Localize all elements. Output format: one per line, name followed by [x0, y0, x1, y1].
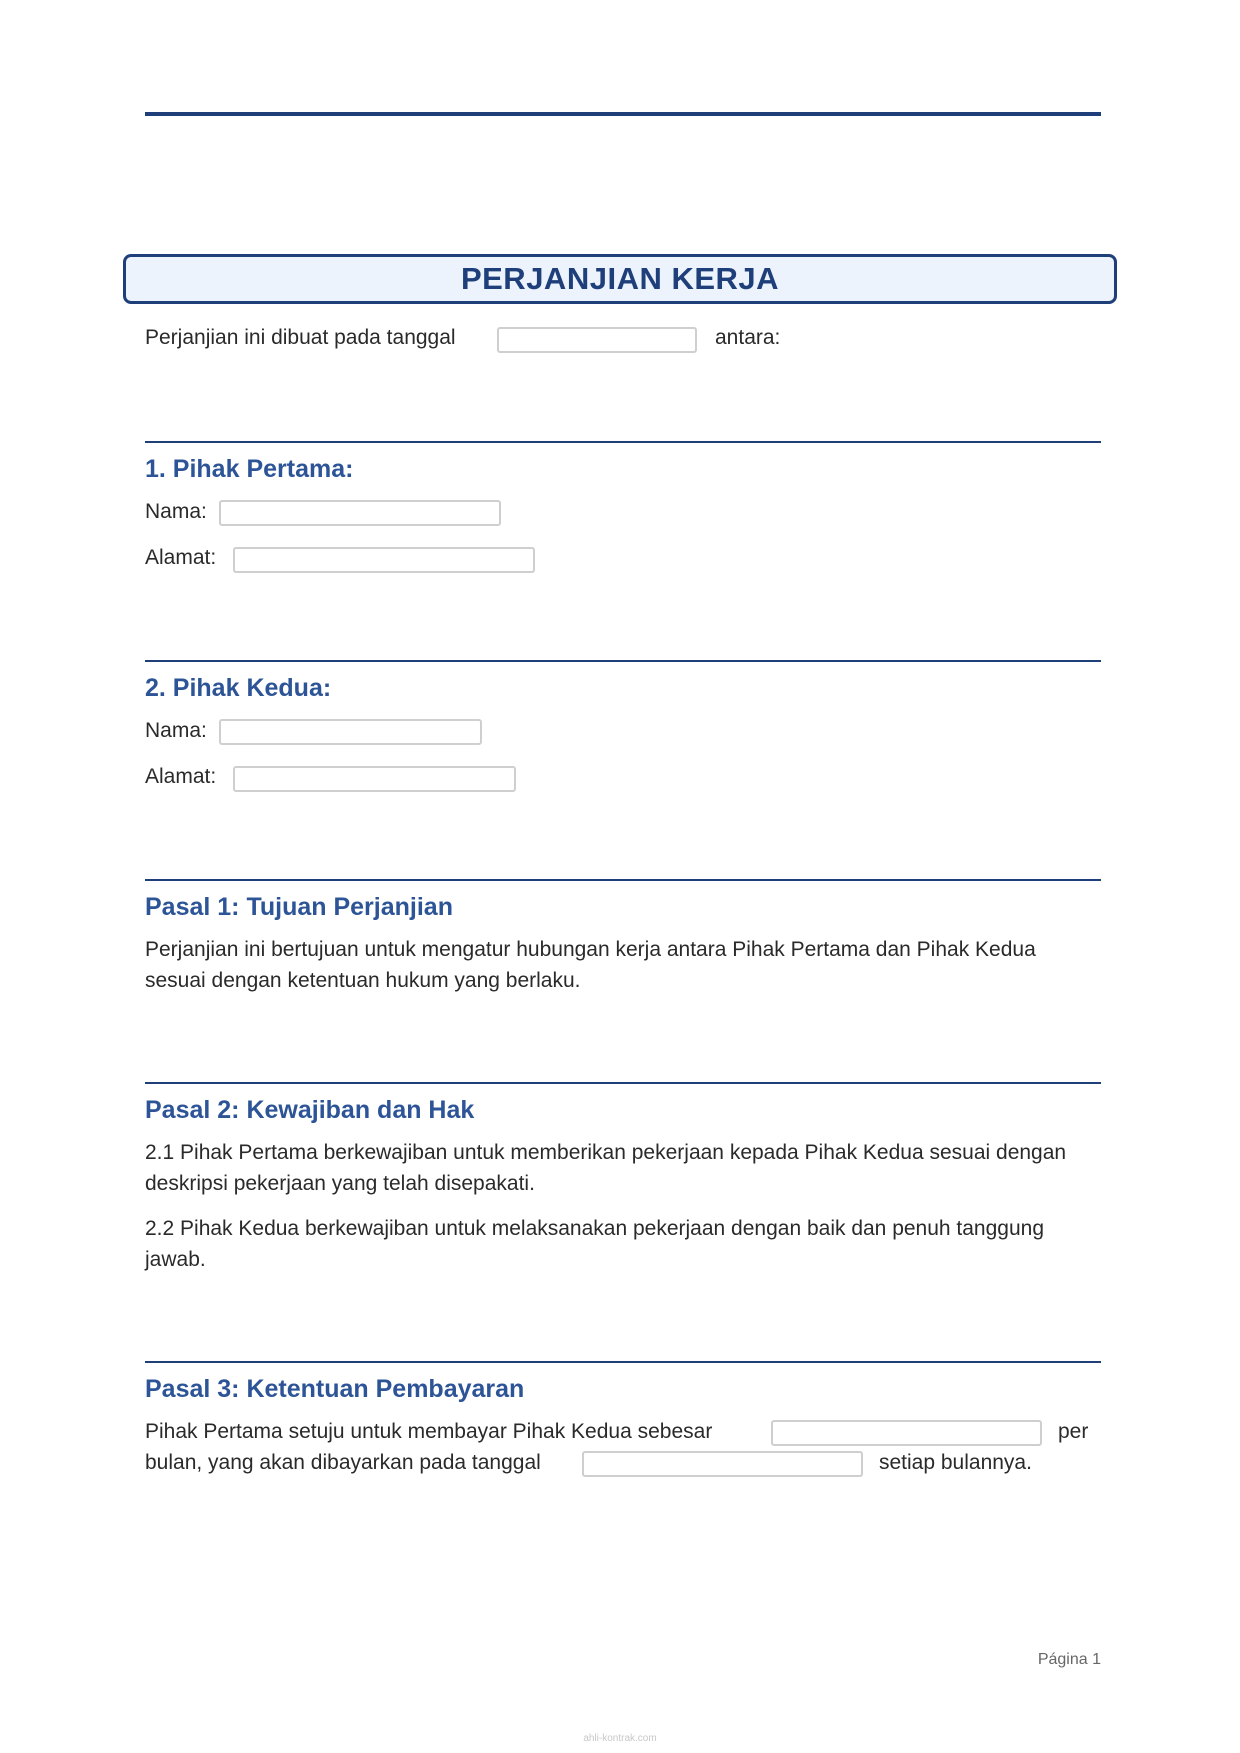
pihak-pertama-heading: 1. Pihak Pertama:: [145, 455, 354, 483]
pihak-kedua-alamat-label: Alamat:: [145, 765, 217, 788]
page-number: Página 1: [1037, 1651, 1101, 1668]
payment-date-field[interactable]: [582, 1451, 863, 1477]
pihak-kedua-heading: 2. Pihak Kedua:: [145, 674, 332, 702]
pihak-pertama-alamat-field[interactable]: [233, 547, 535, 573]
section-divider: [145, 1361, 1101, 1363]
pihak-kedua-alamat-field[interactable]: [233, 766, 516, 792]
document-title: PERJANJIAN KERJA: [460, 261, 780, 296]
section-divider: [145, 879, 1101, 881]
pihak-kedua-nama-label: Nama:: [145, 719, 207, 742]
pihak-kedua-nama-field[interactable]: [219, 719, 482, 745]
intro-text-after: antara:: [715, 326, 781, 349]
date-field[interactable]: [497, 327, 697, 353]
pasal-3-line2-after: setiap bulannya.: [879, 1451, 1032, 1474]
section-divider: [145, 441, 1101, 443]
section-divider: [145, 660, 1101, 662]
pasal-2-item-1: 2.1 Pihak Pertama berkewajiban untuk memberikan pekerjaan kepada Pihak Kedua sesuai dengan deskripsi pekerjaan yang telah disepakati.: [145, 1141, 1067, 1195]
section-divider: [145, 1082, 1101, 1084]
pihak-pertama-nama-label: Nama:: [145, 500, 207, 523]
pasal-1-heading: Pasal 1: Tujuan Perjanjian: [145, 893, 453, 921]
pasal-3-line1-after: per: [1058, 1420, 1089, 1443]
pasal-2-heading: Pasal 2: Kewajiban dan Hak: [145, 1096, 475, 1124]
pasal-3-line1-before: Pihak Pertama setuju untuk membayar Pihak Kedua sebesar: [145, 1420, 713, 1443]
salary-amount-field[interactable]: [771, 1420, 1042, 1446]
header-rule: [145, 112, 1101, 116]
pasal-3-line2-before: bulan, yang akan dibayarkan pada tanggal: [145, 1451, 541, 1474]
pihak-pertama-nama-field[interactable]: [219, 500, 501, 526]
pasal-1-text: Perjanjian ini bertujuan untuk mengatur hubungan kerja antara Pihak Pertama dan Pihak Kedua sesuai dengan ketentuan hukum yang berlaku.: [145, 938, 1036, 992]
intro-text-before: Perjanjian ini dibuat pada tanggal: [145, 326, 456, 349]
pasal-3-heading: Pasal 3: Ketentuan Pembayaran: [145, 1375, 525, 1403]
pihak-pertama-alamat-label: Alamat:: [145, 546, 217, 569]
pasal-2-item-2: 2.2 Pihak Kedua berkewajiban untuk melaksanakan pekerjaan dengan baik dan penuh tanggung jawab.: [145, 1217, 1045, 1271]
watermark: ahli-kontrak.com: [583, 1733, 657, 1744]
title-banner: [123, 254, 1117, 304]
